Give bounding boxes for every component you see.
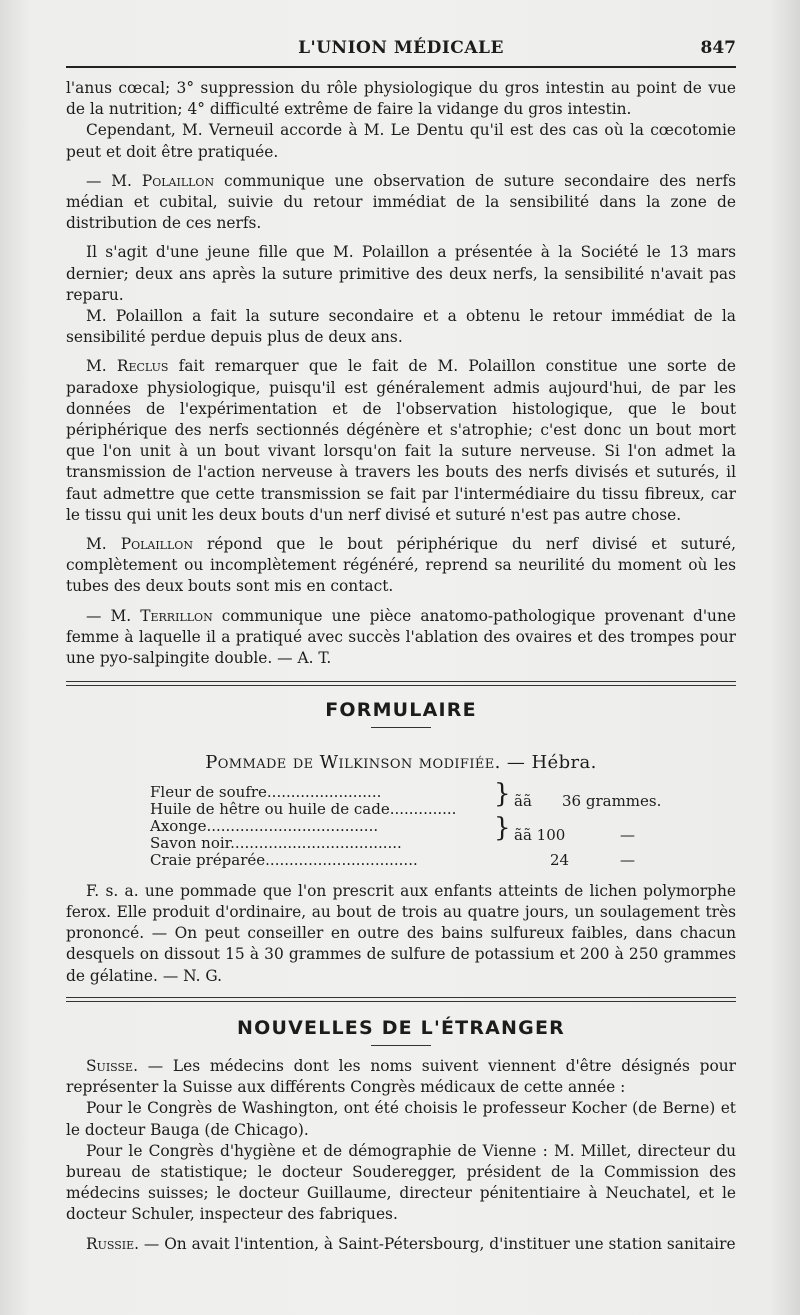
title-underline [371,727,431,728]
author-name: Polaillon [141,171,215,190]
ingredient-quantity: 24 [550,850,570,869]
ingredient-name: Huile de hêtre ou huile de cade.............. [150,799,457,818]
ingredient-quantity: — [620,825,635,844]
author-name: Polaillon [120,535,193,554]
ingredient-quantity: — [620,850,635,869]
author-name: Terrillon [140,606,213,625]
article-body [66,78,736,1255]
recipe-name: Pommade de Wilkinson modifiée. [205,752,501,774]
country-label: Russie. [86,1234,140,1253]
recipe-author: — Hébra. [500,752,597,774]
ingredient-name: Fleur de soufre........................ [150,782,382,801]
paragraph-text: communique une pièce anatomo-pathologique provenant d'une femme à laquelle il a pratiqué avec succès l'ablation des ovaires et des trompes pour une pyo-salpingite double. — A. T. [66,606,736,668]
recipe-title [66,752,736,773]
section-divider [66,997,736,1002]
prefix: M. [86,535,121,554]
recipe-note: F. s. a. une pommade que l'on prescrit aux enfants atteints de lichen polymorphe ferox. Elle produit d'ordinaire, au bout de trois au quatre jours, un soulagement très prononcé. — On peut conseiller en outre des bains sulfureux faibles, dans chacun desquels on dissout 15 à 30 grammes de sulfure de potassium et 200 à 250 grammes de gélatine. — N. G. [66,881,736,985]
running-title: L'UNION MÉDICALE [298,38,504,58]
paragraph: M. Polaillon a fait la suture secondaire et a obtenu le retour immédiat de la sensibilité perdue depuis plus de deux ans. [66,307,736,347]
ingredient-dose: ãã 100 [514,825,566,844]
author-name: Reclus [116,357,169,376]
paragraph-polaillon-reply [66,534,736,598]
recipe-ingredients [150,778,736,869]
page-number: 847 [700,38,736,58]
title-underline [371,1045,431,1046]
header-rule [66,66,736,68]
paragraph: l'anus cœcal; 3° suppression du rôle physiologique du gros intestin au point de vue de la nutrition; 4° difficulté extrême de faire la vidange du gros intestin. [66,79,736,119]
section-title-nouvelles: NOUVELLES DE L'ÉTRANGER [237,1016,565,1039]
ingredient-name: Craie préparée................................ [150,850,418,869]
paragraph-text: répond que le bout périphérique du nerf divisé et suturé, complètement ou incomplètement régénéré, reprend sa neurilité du moment où les tubes des deux bouts sont mis en contact. [66,535,737,596]
ingredient-quantity: 36 grammes. [562,791,662,810]
paragraph-text: — Les médecins dont les noms suivent viennent d'être désignés pour représenter la Suisse aux différents Congrès médicaux de cette année : [66,1056,736,1097]
ingredient-row [150,801,736,818]
section-divider [66,681,736,686]
paragraph-terrillon [66,606,736,670]
paragraph: Il s'agit d'une jeune fille que M. Polaillon a présentée à la Société le 13 mars dernier; deux ans après la suture primitive des deux nerfs, la sensibilité n'avait pas reparu. [66,243,736,304]
paragraph: Pour le Congrès d'hygiène et de démographie de Vienne : M. Millet, directeur du bureau de statistique; le docteur Souderegger, président de la Commission des médecins suisses; le docteur Guillaume, directeur pénitentiaire à Neuchatel, et le docteur Schuler, inspecteur des fabriques. [66,1141,736,1224]
paragraph: Pour le Congrès de Washington, ont été choisis le professeur Kocher (de Berne) et le docteur Bauga (de Chicago). [66,1099,736,1139]
paragraph-text: fait remarquer que le fait de M. Polaillon constitue une sorte de paradoxe physiologique, puisqu'il est généralement admis aujourd'hui, de par les données de l'expérimentation et de l'observation histologique, que le bout périphérique des nerfs sectionnés dégénère et s'atrophie; c'est donc un bout mort que l'on unit à un bout vivant lorsqu'on fait la suture nerveuse. Si l'on admet la transmission de l'action nerveuse à travers les bouts des nerfs divisés et suturés, il faut admettre que cette transmission se fait par l'intermédiaire du tissu fibreux, car le tissu qui unit les deux bouts d'un nerf divisé et suturé n'est pas autre chose. [66,357,737,524]
prefix: — M. [86,606,141,625]
paragraph-text: communique une observation de suture secondaire des nerfs médian et cubital, suivie du retour immédiat de la sensibilité dans la zone de distribution de ces nerfs. [66,171,736,233]
ingredient-name: Axonge.................................... [150,816,379,835]
paragraph-russie [66,1234,736,1255]
country-label: Suisse. [86,1056,138,1075]
ingredient-row [150,835,736,852]
section-title-formulaire: FORMULAIRE [325,699,477,722]
brace: } [494,778,511,809]
paragraph-text: — On avait l'intention, à Saint-Pétersbourg, d'instituer une station sanitaire [139,1234,736,1253]
paragraph-polaillon-observation [66,171,736,235]
ingredient-row [150,852,736,869]
brace: } [494,812,511,843]
prefix: M. [86,357,117,376]
paragraph: Cependant, M. Verneuil accorde à M. Le Dentu qu'il est des cas où la cœcotomie peut et doit être pratiquée. [66,121,736,161]
prefix: — M. [86,171,142,190]
paragraph-suisse [66,1056,736,1098]
paragraph-reclus [66,356,736,526]
ingredient-name: Savon noir.................................... [150,833,402,852]
ingredient-dose: ãã [514,791,532,810]
page-header [66,34,736,64]
